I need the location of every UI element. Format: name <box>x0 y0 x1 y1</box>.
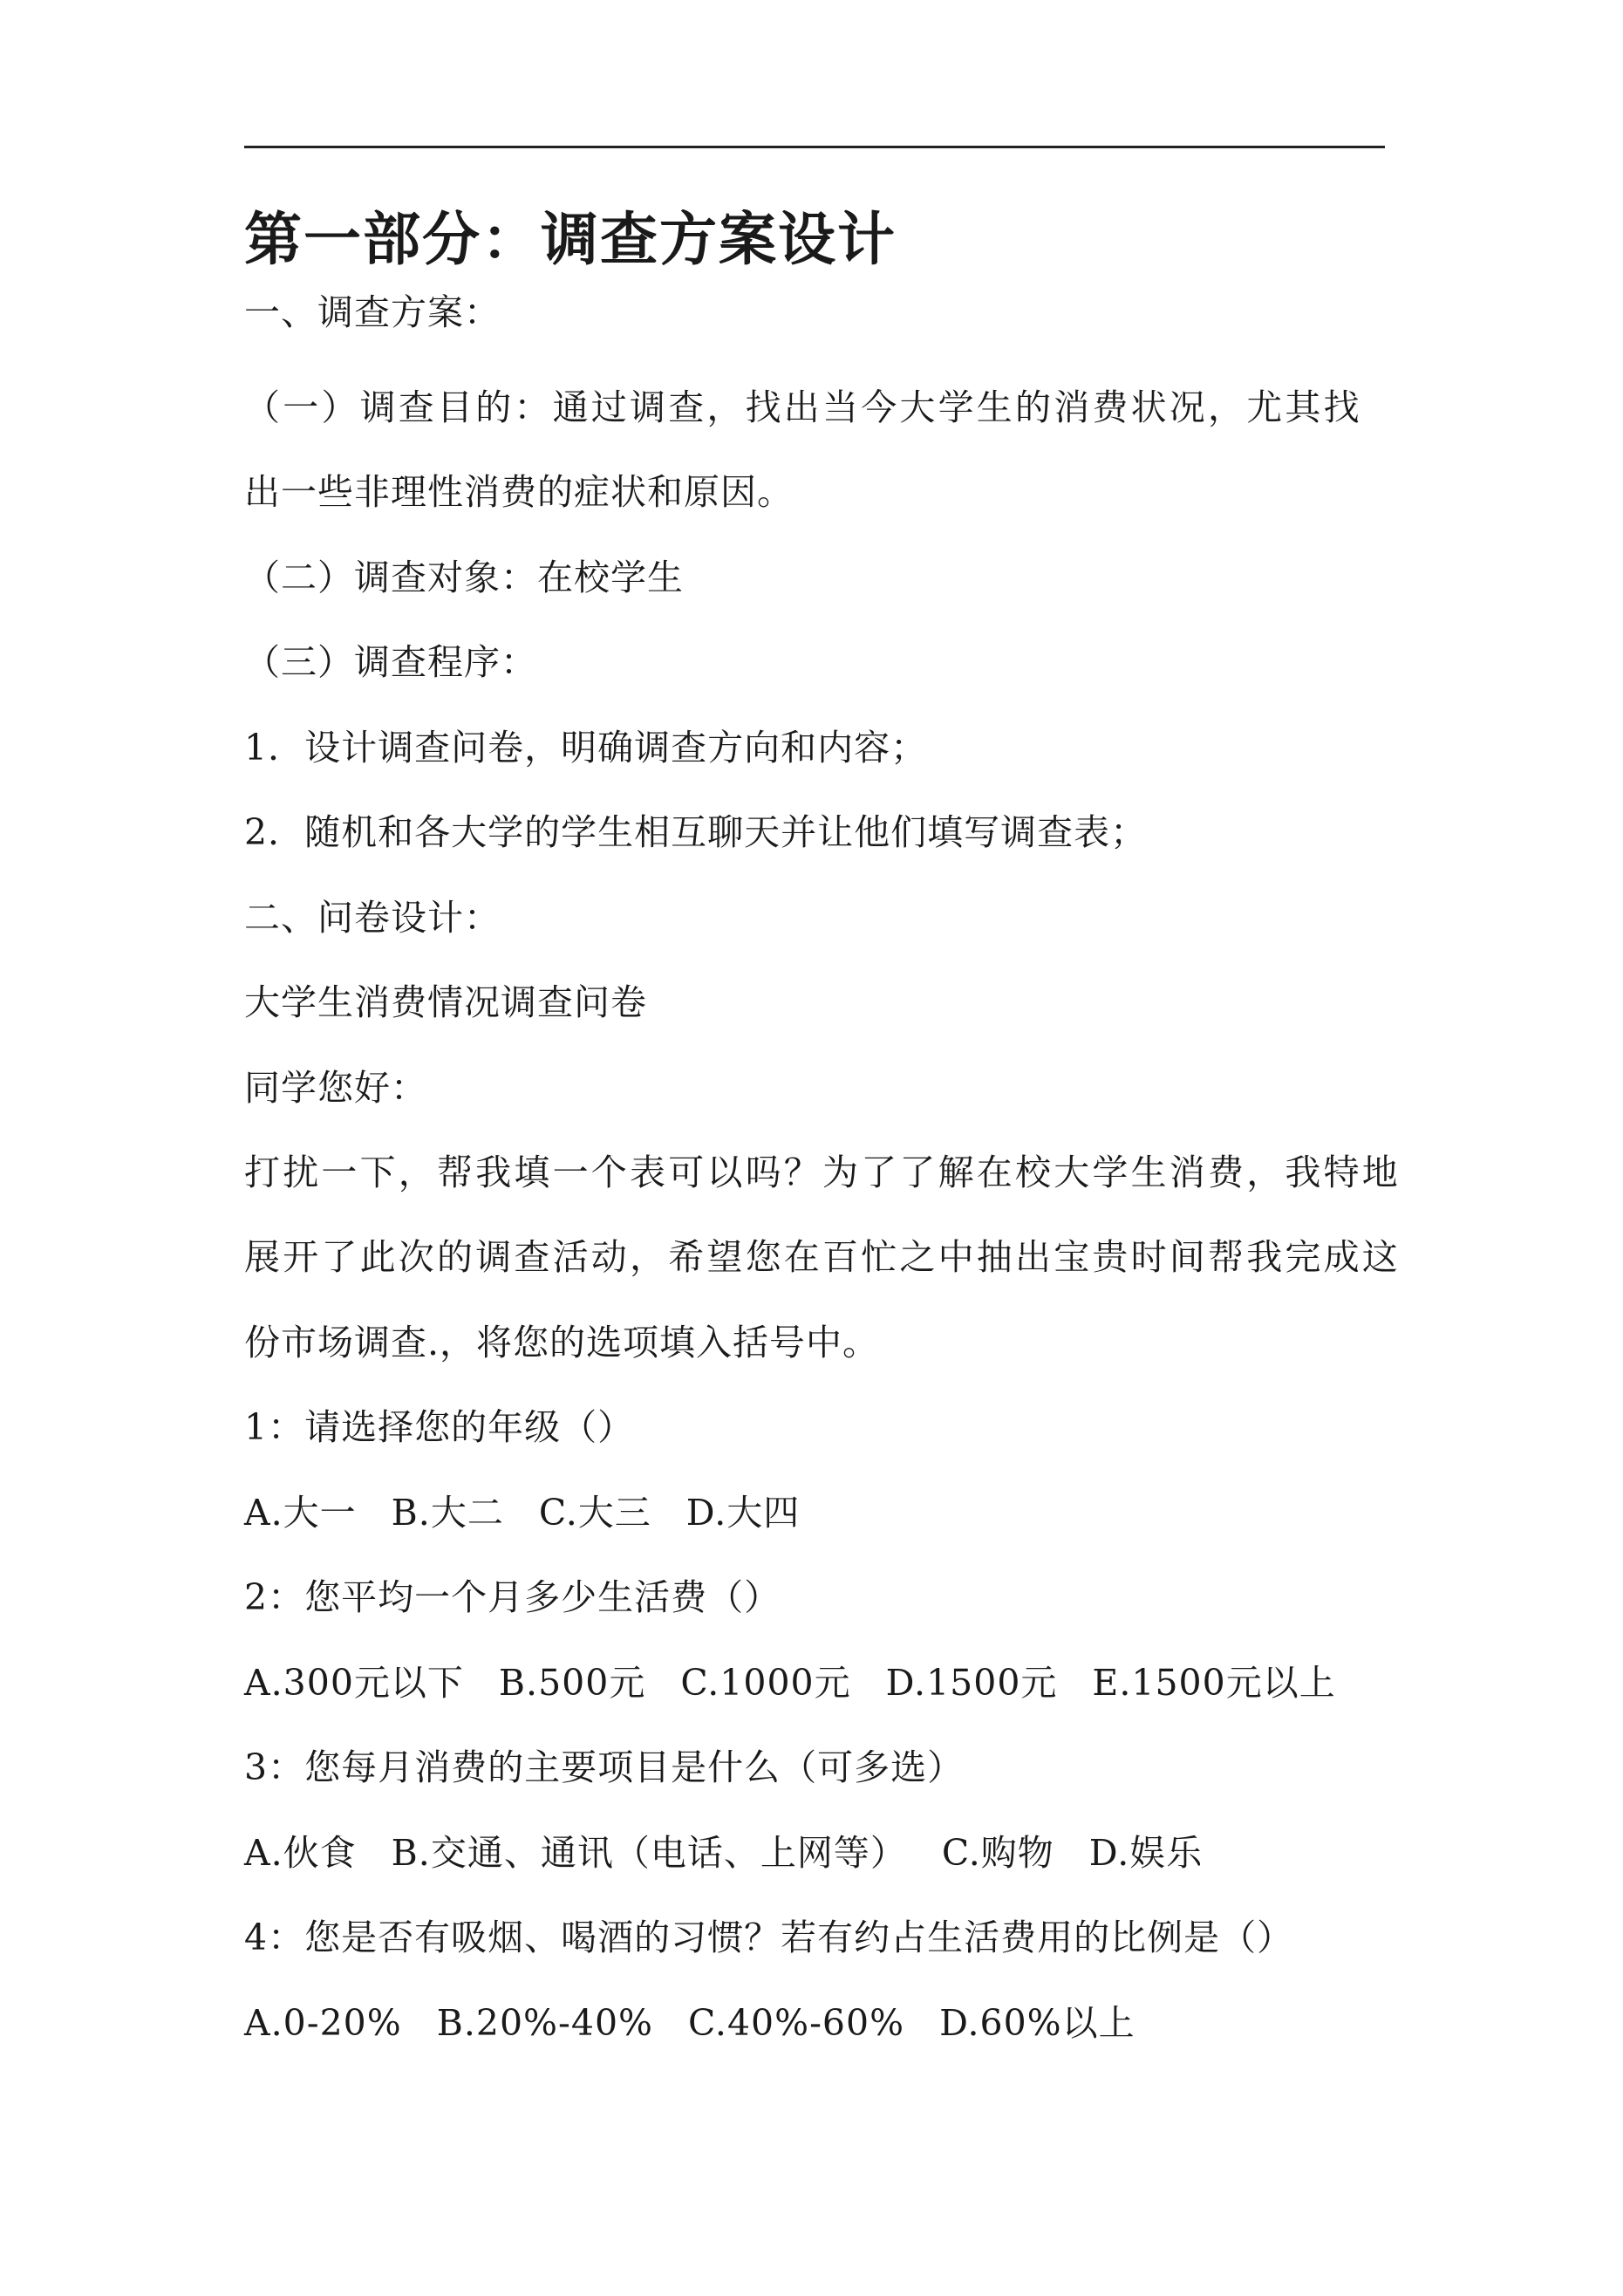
option: B.交通、通讯（电话、上网等） <box>391 1832 907 1874</box>
procedure-step-1: 1．设计调查问卷，明确调查方向和内容； <box>244 727 928 769</box>
question-3-options <box>244 1827 1203 1879</box>
option: C.购物 <box>941 1832 1054 1874</box>
question-2: 2：您平均一个月多少生活费（） <box>244 1576 781 1618</box>
option: D.大四 <box>685 1492 801 1534</box>
option: C.大三 <box>538 1492 651 1534</box>
option: B.20%-40% <box>436 2002 653 2044</box>
section-heading-questionnaire: 二、问卷设计： <box>244 897 501 939</box>
option: B.大二 <box>391 1492 504 1534</box>
section-heading-plan: 一、调查方案： <box>244 291 501 333</box>
option: A.0-20% <box>244 2002 402 2044</box>
intro-line-3: 份市场调查.，将您的选项填入括号中。 <box>244 1322 880 1363</box>
page-title: 第一部分：调查方案设计 <box>244 206 897 273</box>
survey-procedure: （三）调查程序： <box>244 641 537 683</box>
question-1-options <box>244 1486 800 1539</box>
purpose-line-2: 出一些非理性消费的症状和原因。 <box>244 471 794 513</box>
option: C.1000元 <box>680 1662 851 1704</box>
option: A.大一 <box>244 1492 357 1534</box>
question-1: 1：请选择您的年级（） <box>244 1406 635 1448</box>
option: D.娱乐 <box>1088 1832 1204 1874</box>
question-4-options <box>244 1997 1135 2049</box>
option: B.500元 <box>498 1662 646 1704</box>
option: A.300元以下 <box>244 1662 464 1704</box>
option: D.1500元 <box>885 1662 1058 1704</box>
question-2-options <box>244 1657 1336 1709</box>
option: D.60%以上 <box>939 2002 1135 2044</box>
option: E.1500元以上 <box>1092 1662 1336 1704</box>
header-rule <box>244 146 1385 148</box>
question-3: 3：您每月消费的主要项目是什么（可多选） <box>244 1746 965 1788</box>
survey-object: （二）调查对象：在校学生 <box>244 557 684 598</box>
intro-line-1: 打扰一下，帮我填一个表可以吗？为了了解在校大学生消费，我特地 <box>244 1151 1401 1193</box>
survey-title: 大学生消费情况调查问卷 <box>244 981 647 1023</box>
option: A.伙食 <box>244 1832 357 1874</box>
question-4: 4：您是否有吸烟、喝酒的习惯？若有约占生活费用的比例是（） <box>244 1917 1294 1958</box>
procedure-step-2: 2．随机和各大学的学生相互聊天并让他们填写调查表； <box>244 811 1148 853</box>
option: C.40%-60% <box>688 2002 905 2044</box>
purpose-line-1: （一）调查目的：通过调查，找出当今大学生的消费状况，尤其找 <box>244 386 1362 428</box>
intro-line-2: 展开了此次的调查活动，希望您在百忙之中抽出宝贵时间帮我完成这 <box>244 1236 1401 1278</box>
greeting: 同学您好： <box>244 1067 427 1109</box>
